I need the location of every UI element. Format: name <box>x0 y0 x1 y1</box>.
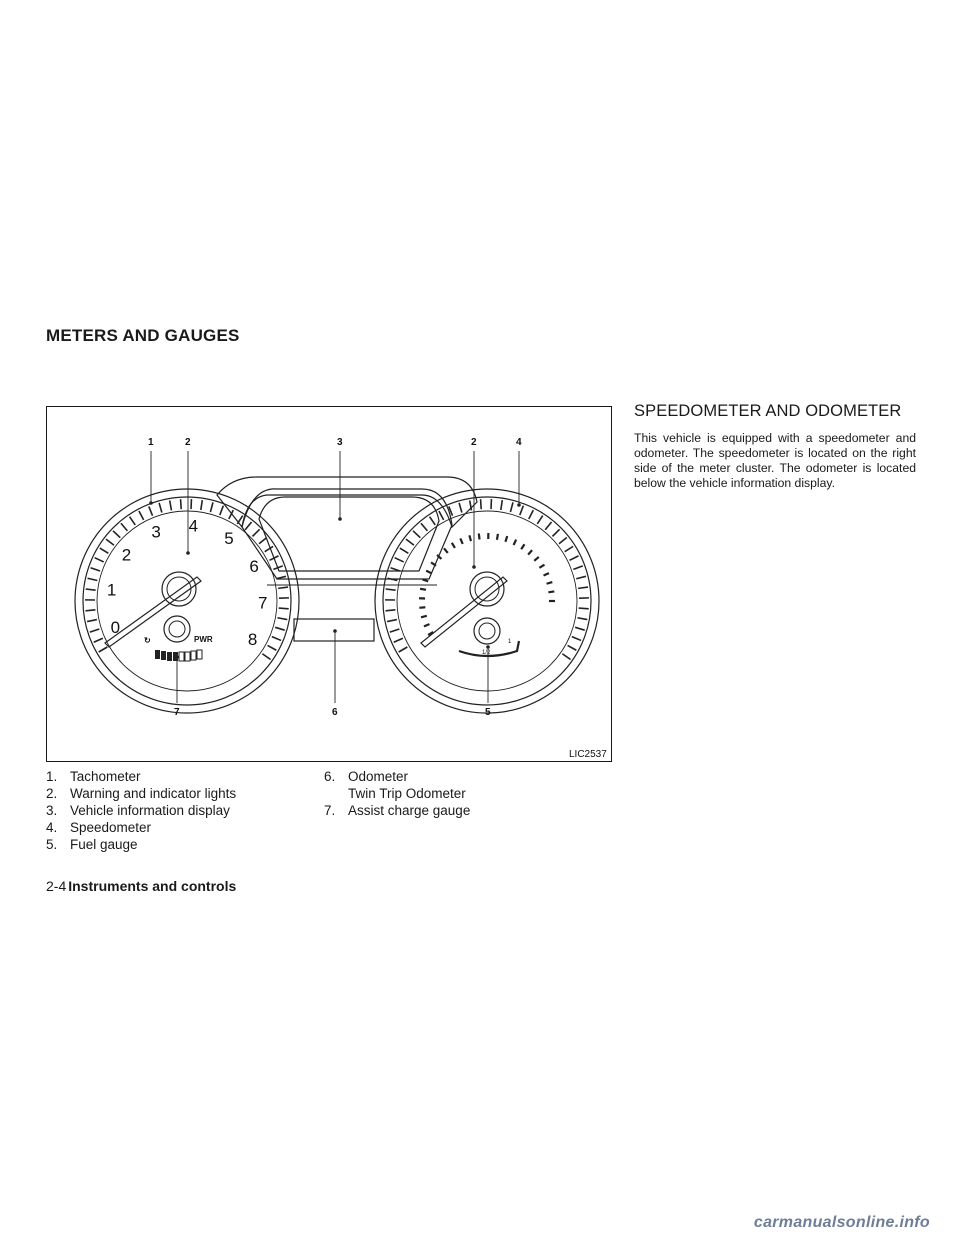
fuel-full-mark: 1 <box>508 639 512 645</box>
speedometer-inner-tick <box>548 591 554 592</box>
speedometer-tick <box>481 499 482 509</box>
speedometer-tick <box>565 546 573 551</box>
legend-subitem: Twin Trip Odometer <box>348 786 466 801</box>
tachometer-tick <box>94 638 103 642</box>
legend-number: 2. <box>46 786 58 801</box>
tachometer-number: 2 <box>121 545 132 565</box>
callout-4: 4 <box>516 437 522 448</box>
speedometer-inner-tick <box>444 548 448 553</box>
speedometer-tick <box>501 500 502 510</box>
legend-item <box>46 836 236 853</box>
tachometer-tick <box>259 538 267 544</box>
fuel-half-mark: 1/2 <box>482 650 491 656</box>
speedometer-inner-tick <box>528 550 532 554</box>
legend-item <box>46 785 236 802</box>
chapter-title: Instruments and controls <box>68 878 237 894</box>
legend-text: Odometer <box>348 769 409 784</box>
speedometer-inner-tick <box>534 557 539 561</box>
callout-3: 3 <box>337 437 343 448</box>
speedometer-inner-tick <box>419 607 425 608</box>
tachometer-tick <box>279 608 289 609</box>
speedometer-tick <box>413 531 420 538</box>
assist-gauge-label: PWR <box>194 635 213 644</box>
speedometer-inner-tick <box>452 543 455 548</box>
info-display-frame <box>242 489 452 579</box>
legend-text: Fuel gauge <box>70 837 138 852</box>
legend-number: 1. <box>46 769 58 784</box>
tachometer-tick <box>272 637 281 641</box>
callout-7: 7 <box>174 707 180 718</box>
meter-cluster-figure <box>46 406 612 762</box>
tachometer-tick <box>86 589 96 590</box>
watermark[interactable]: carmanualsonline.info <box>753 1214 930 1231</box>
cluster-hood <box>217 477 477 527</box>
speedometer-tick <box>579 608 589 609</box>
speedometer-inner-tick <box>514 540 517 545</box>
speedometer-inner-tick <box>421 616 427 617</box>
tachometer-tick <box>130 517 136 525</box>
speedometer-tick <box>394 638 403 642</box>
speedometer-tick <box>390 629 400 632</box>
speedometer-tick <box>559 538 567 544</box>
speedometer-tick <box>387 620 397 622</box>
tachometer-gauge <box>75 489 299 713</box>
tachometer-tick <box>159 503 162 513</box>
meter-cluster-illustration <box>47 407 613 763</box>
speedometer-inner-tick <box>547 582 553 584</box>
speedometer-tick <box>510 502 513 512</box>
speedometer-tick <box>568 645 577 650</box>
speedometer-tick <box>552 529 559 536</box>
tachometer-tick <box>237 516 242 524</box>
callout-1: 1 <box>148 437 154 448</box>
tachometer-tick <box>275 627 285 630</box>
tachometer-tick <box>106 539 114 545</box>
legend-right <box>324 768 470 819</box>
legend-text: Vehicle information display <box>70 803 230 818</box>
tachometer-tick <box>100 548 109 553</box>
speedometer-inner-tick <box>521 544 524 549</box>
tachometer-number: 5 <box>224 528 234 548</box>
tachometer-tick <box>121 523 127 531</box>
tachometer-tick <box>87 620 97 622</box>
speedometer-tick <box>577 618 587 620</box>
legend-number: 7. <box>324 803 336 818</box>
legend-number: 5. <box>46 837 58 852</box>
tachometer-tick <box>88 578 98 580</box>
speedometer-tick <box>406 539 414 545</box>
speedometer-tick <box>575 627 585 630</box>
legend-item <box>324 768 470 785</box>
speedometer-tick <box>459 503 462 513</box>
tachometer-number: 6 <box>249 556 259 576</box>
speedometer-inner-tick <box>424 624 430 626</box>
tachometer-tick <box>268 645 277 650</box>
speedometer-tick <box>430 517 436 525</box>
callout-6: 6 <box>332 707 338 718</box>
legend-text: Speedometer <box>70 820 152 835</box>
speedometer-inner-tick <box>544 573 549 575</box>
callout-5: 5 <box>485 707 491 718</box>
speedometer-needle <box>421 577 507 647</box>
tachometer-tick <box>85 610 95 611</box>
speedometer-tick <box>439 511 444 520</box>
tachometer-tick <box>220 506 224 515</box>
tachometer-tick <box>91 568 100 571</box>
tachometer-number: 1 <box>106 580 117 600</box>
tachometer-tick <box>113 531 120 538</box>
legend-text: Tachometer <box>70 769 141 784</box>
speedometer-inner-tick <box>469 535 471 541</box>
speedometer-tick <box>570 556 579 560</box>
tachometer-tick <box>95 558 104 562</box>
speedometer-tick <box>395 558 404 562</box>
speedometer-tick <box>572 637 581 641</box>
speedometer-inner-tick <box>460 538 462 544</box>
speedometer-inner-tick <box>505 536 507 542</box>
tachometer-tick <box>201 500 202 510</box>
legend-number: 6. <box>324 769 336 784</box>
assist-charge-bars <box>155 650 202 661</box>
speedometer-inner-tick <box>426 571 431 574</box>
speedometer-tick <box>537 516 542 524</box>
speedometer-tick <box>399 647 408 652</box>
section-heading: METERS AND GAUGES <box>46 326 240 345</box>
legend-left <box>46 768 236 853</box>
legend-text: Assist charge gauge <box>348 803 471 818</box>
speedometer-inner-tick <box>539 565 544 568</box>
figure-code: LIC2537 <box>569 749 607 760</box>
speedometer-tick <box>400 548 409 553</box>
tachometer-tick <box>149 506 153 515</box>
tachometer-number: 3 <box>151 522 161 542</box>
speedometer-tick <box>520 506 524 515</box>
speedometer-tick <box>545 522 551 530</box>
speedometer-tick <box>578 587 588 588</box>
tachometer-tick <box>277 618 287 620</box>
tachometer-tick <box>170 500 172 510</box>
legend-item <box>46 768 236 785</box>
tachometer-tick <box>276 576 286 578</box>
speedometer-inner-tick <box>479 533 480 539</box>
subsection-heading: SPEEDOMETER AND ODOMETER <box>634 402 902 420</box>
right-column <box>634 402 916 491</box>
legend-item <box>46 802 236 819</box>
speedometer-inner-tick <box>422 579 428 581</box>
speedometer-gauge <box>375 489 599 713</box>
speedometer-tick <box>529 510 534 519</box>
tachometer-tick <box>99 647 108 652</box>
tachometer-tick <box>252 529 259 536</box>
tachometer-number: 4 <box>188 516 199 536</box>
page-footer <box>46 878 236 894</box>
legend-item <box>46 819 236 836</box>
tachometer-tick <box>262 654 270 660</box>
tachometer-tick <box>278 587 288 588</box>
tachometer-tick <box>245 522 251 530</box>
speedometer-tick <box>385 610 395 611</box>
legend-number: 4. <box>46 820 58 835</box>
page-number: 2-4 <box>46 878 67 894</box>
tachometer-tick <box>139 511 144 520</box>
speedometer-tick <box>573 566 582 569</box>
eco-icon: ↻ <box>144 636 151 645</box>
tachometer-tick <box>90 629 100 632</box>
legend-item <box>324 802 470 819</box>
speedometer-tick <box>576 576 586 578</box>
tachometer-tick <box>210 502 213 512</box>
speedometer-inner-tick <box>420 589 426 590</box>
legend-text: Warning and indicator lights <box>70 786 237 801</box>
callout-2-right: 2 <box>471 437 477 448</box>
legend-number: 3. <box>46 803 58 818</box>
speedometer-tick <box>386 589 396 590</box>
speedometer-tick <box>421 523 427 531</box>
speedometer-tick <box>562 654 570 660</box>
tachometer-number: 0 <box>110 617 121 637</box>
info-display-screen <box>259 497 439 571</box>
callout-2-left: 2 <box>185 437 191 448</box>
tachometer-number: 8 <box>247 630 258 649</box>
speedometer-inner-tick <box>497 534 498 540</box>
tachometer-tick <box>181 499 182 509</box>
tachometer-number: 7 <box>257 593 268 613</box>
body-paragraph: This vehicle is equipped with a speedometer and odometer. The speedometer is located on the right side of the meter cluster. The odometer is located below the vehicle information display. <box>634 431 916 490</box>
